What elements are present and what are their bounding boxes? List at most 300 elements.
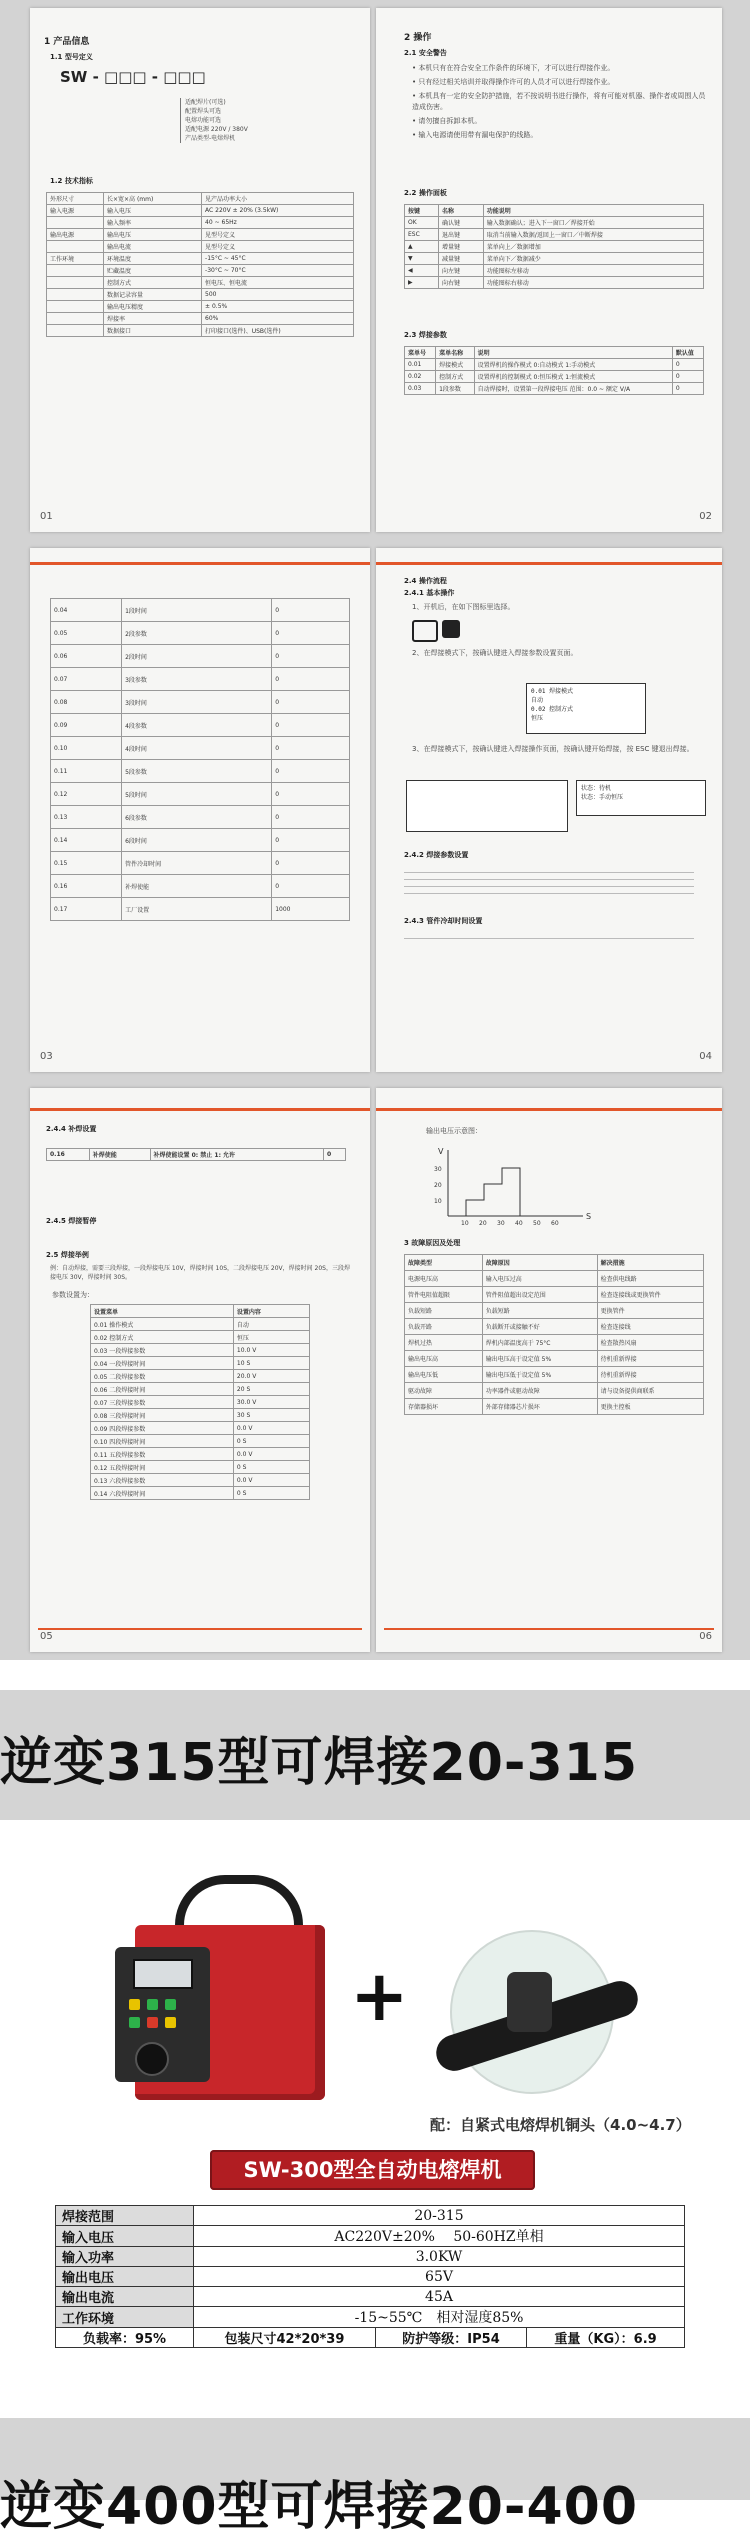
table-row (405, 1367, 704, 1383)
paragraph-lines (404, 866, 694, 900)
table-cell: 输入电压过高 (482, 1271, 597, 1287)
table-cell: 焊机过热 (405, 1335, 483, 1351)
table-cell: 自动焊接时，设置第一段焊接电压 范围：0.0 ~ 额定 V/A (474, 383, 672, 395)
table-cell (47, 241, 104, 253)
spec-value: 45A (194, 2287, 685, 2307)
table-row (47, 325, 354, 337)
table-cell: 长×宽×高 (mm) (104, 193, 202, 205)
red-rule-bottom (38, 1628, 362, 1630)
spec-pack-size: 包装尺寸42*20*39 (194, 2328, 376, 2348)
table-cell: 5段参数 (122, 760, 272, 783)
rework-heading: 2.4.4 补焊设置 (46, 1125, 97, 1133)
table-cell: 检查散热风扇 (597, 1335, 703, 1351)
table-cell: 40 ~ 65Hz (202, 217, 354, 229)
table-cell: 0.03 一段焊接参数 (91, 1344, 234, 1357)
table-row (47, 193, 354, 205)
panel-button (129, 1999, 140, 2010)
table-cell: 设置内容 (233, 1305, 309, 1318)
safety-heading: 2.1 安全警告 (404, 49, 447, 57)
menu-table (50, 598, 350, 921)
spec-row (56, 2226, 685, 2247)
table-cell: 菜单向下／数据减少 (483, 253, 703, 265)
spec-table-grid (55, 2205, 685, 2348)
table-cell: 0.0 V (233, 1422, 309, 1435)
table-cell: 0.05 (51, 622, 122, 645)
lcd-readout (406, 780, 568, 832)
model-banner-400 (0, 2418, 750, 2537)
table-cell: 0 (672, 383, 703, 395)
table-cell: 0 (272, 737, 350, 760)
table-cell: 默认值 (672, 347, 703, 359)
table-cell: 0.08 三段焊接时间 (91, 1409, 234, 1422)
table-cell: ▲ (405, 241, 439, 253)
spec-load-rate: 负载率：95% (56, 2328, 194, 2348)
spec-label: 输出电流 (56, 2287, 194, 2307)
table-cell: 0.02 (405, 371, 436, 383)
table-cell: 控制方式 (104, 277, 202, 289)
menu-display (526, 683, 646, 734)
manual-spread-1 (0, 0, 750, 540)
manual-page-03 (30, 548, 370, 1072)
spec-label: 输入电压 (56, 2226, 194, 2247)
table-cell: 更换主控板 (597, 1399, 703, 1415)
table-cell: 输出电压 (104, 229, 202, 241)
table-cell: 6段时间 (122, 829, 272, 852)
table-cell: 设置焊机的控制模式 0:恒压模式 1:恒流模式 (474, 371, 672, 383)
manual-page-05 (30, 1088, 370, 1652)
table-row (47, 241, 354, 253)
table-cell: 20 S (233, 1383, 309, 1396)
table-row (51, 760, 350, 783)
table-cell: 0.03 (405, 383, 436, 395)
table-cell: 输出电源 (47, 229, 104, 241)
spec-value: AC220V±20% 50-60HZ单相 (194, 2226, 685, 2247)
table-cell: 0.17 (51, 898, 122, 921)
table-row (51, 875, 350, 898)
table-cell: 0.06 二段焊接时间 (91, 1383, 234, 1396)
table-cell: 工厂设置 (122, 898, 272, 921)
table-cell: 0.16 (51, 875, 122, 898)
table-row (47, 217, 354, 229)
table-cell: 0 (272, 714, 350, 737)
table-cell: 待机重新焊接 (597, 1351, 703, 1367)
table-cell: OK (405, 217, 439, 229)
table-cell: 输出电压高 (405, 1351, 483, 1367)
table-cell: 0 (324, 1149, 346, 1161)
table-cell: 取消当前输入数据/返回上一窗口／中断焊接 (483, 229, 703, 241)
table-row (405, 1319, 704, 1335)
safety-list (412, 63, 708, 144)
table-cell: 功能图标右移动 (483, 277, 703, 289)
table-cell: 减量键 (439, 253, 484, 265)
spec-value: 3.0KW (194, 2247, 685, 2267)
accessory-caption: 配：自紧式电熔焊机铜头（4.0~4.7） (430, 2116, 691, 2134)
table-cell: 2段时间 (122, 645, 272, 668)
table-cell: 输出电流 (104, 241, 202, 253)
table-cell: 设置菜单 (91, 1305, 234, 1318)
voltage-graph (426, 1138, 596, 1228)
table-row (405, 1351, 704, 1367)
table-row (91, 1344, 310, 1357)
model-notes (180, 98, 360, 143)
table-cell: 0.01 操作模式 (91, 1318, 234, 1331)
table-row (405, 371, 704, 383)
table-cell: 工作环境 (47, 253, 104, 265)
table-cell: 增量键 (439, 241, 484, 253)
table-cell: 4段时间 (122, 737, 272, 760)
safety-item: • 本机只有在符合安全工作条件的环境下，才可以进行焊接作业。 (412, 64, 615, 72)
table-cell: 0.09 四段焊接参数 (91, 1422, 234, 1435)
table-cell: ◀ (405, 265, 439, 277)
table-cell: 补焊使能 (89, 1149, 150, 1161)
table-cell: 检查连接线或更换管件 (597, 1287, 703, 1303)
table-cell: 0 (672, 359, 703, 371)
red-rule (30, 1108, 370, 1111)
table-cell: 3段参数 (122, 668, 272, 691)
table-row (51, 668, 350, 691)
table-row (91, 1305, 310, 1318)
y-axis-label: V (438, 1147, 444, 1156)
table-cell: 输入数据确认；进入下一窗口／焊接开始 (483, 217, 703, 229)
page-number: 03 (40, 1051, 53, 1062)
table-cell: 5段时间 (122, 783, 272, 806)
table-cell: 负载开路 (405, 1319, 483, 1335)
spec-value: 20-315 (194, 2206, 685, 2226)
output-socket (135, 2042, 169, 2076)
table-cell: 更换管件 (597, 1303, 703, 1319)
table-cell: 解决措施 (597, 1255, 703, 1271)
spec-row-extra (56, 2328, 685, 2348)
table-row (47, 205, 354, 217)
spec-value: -15~55℃ 相对湿度85% (194, 2307, 685, 2328)
table-row (405, 1303, 704, 1319)
panel-table (404, 204, 704, 289)
table-row (91, 1422, 310, 1435)
faults-heading: 3 故障原因及处理 (404, 1239, 461, 1247)
example-text: 例：自动焊接，需要三段焊接，一段焊接电压 10V，焊接时间 10S，二段焊接电压 20V，焊接时间 20S，三段焊接电压 30V，焊接时间 30S。 (50, 1265, 350, 1281)
table-row (51, 852, 350, 875)
table-cell: 存储器损坏 (405, 1399, 483, 1415)
step-three: 3、在焊接模式下，按确认键进入焊接操作页面，按确认键开始焊接，按 ESC 键退出焊接。 (412, 745, 694, 753)
table-row (51, 737, 350, 760)
table-cell (47, 301, 104, 313)
model-banner-315 (0, 1690, 750, 1820)
cooling-heading: 2.4.3 管件冷却时间设置 (404, 917, 483, 925)
params-table (404, 346, 704, 395)
model-note: 产品类型-电熔焊机 (180, 134, 360, 143)
table-cell: 1段参数 (436, 383, 475, 395)
y-tick-label: 20 (434, 1182, 442, 1189)
x-tick-label: 40 (515, 1220, 523, 1227)
table-row (91, 1331, 310, 1344)
table-cell: 向右键 (439, 277, 484, 289)
model-heading: 1.1 型号定义 (50, 53, 93, 61)
model-code: SW - □□□ - □□□ (60, 68, 206, 86)
table-cell: 补焊使能 (122, 875, 272, 898)
menu-line: 自动 (531, 697, 544, 704)
table-row (405, 217, 704, 229)
table-cell: 菜单向上／数据增加 (483, 241, 703, 253)
product-image (0, 1830, 750, 2245)
manual-page-01 (30, 8, 370, 532)
table-cell: 焊接率 (104, 313, 202, 325)
table-row (51, 806, 350, 829)
table-row (51, 829, 350, 852)
panel-heading: 2.2 操作面板 (404, 189, 447, 197)
table-cell: 0.14 (51, 829, 122, 852)
table-cell: 3段时间 (122, 691, 272, 714)
graph-title: 输出电压示意图： (426, 1127, 482, 1135)
table-cell: 负载断开或接触不好 (482, 1319, 597, 1335)
table-cell (47, 277, 104, 289)
table-cell: 20.0 V (233, 1370, 309, 1383)
table-cell: 0 (272, 622, 350, 645)
table-cell: 1段时间 (122, 599, 272, 622)
table-cell: 0 (272, 691, 350, 714)
table-row (405, 359, 704, 371)
table-row (405, 1271, 704, 1287)
flow-heading: 2.4 操作流程 (404, 577, 447, 585)
table-cell: 0 S (233, 1461, 309, 1474)
status-line: 状态：手动恒压 (581, 794, 624, 801)
table-cell: ▼ (405, 253, 439, 265)
table-cell: 外形尺寸 (47, 193, 104, 205)
spec-row (56, 2206, 685, 2226)
table-row (405, 1287, 704, 1303)
table-cell: 0.14 六段焊接时间 (91, 1487, 234, 1500)
pause-heading: 2.4.5 焊接暂停 (46, 1217, 97, 1225)
table-cell: 0.07 (51, 668, 122, 691)
table-cell: 恒电压、恒电流 (202, 277, 354, 289)
table-cell: 请与设备提供商联系 (597, 1383, 703, 1399)
table-cell: 0 (272, 852, 350, 875)
table-cell: 检查供电线路 (597, 1271, 703, 1287)
table-cell: 控制方式 (436, 371, 475, 383)
table-cell: 输出电压高于设定值 5% (482, 1351, 597, 1367)
table-cell: 说明 (474, 347, 672, 359)
page-number: 04 (699, 1051, 712, 1062)
table-row (47, 301, 354, 313)
red-rule (376, 1108, 722, 1111)
table-row (405, 253, 704, 265)
model-tag: SW-300型全自动电熔焊机 (210, 2150, 535, 2190)
table-row (405, 1399, 704, 1415)
table-row (51, 622, 350, 645)
table-cell: 30.0 V (233, 1396, 309, 1409)
table-cell: 补焊使能设置 0: 禁止 1: 允许 (150, 1149, 324, 1161)
table-row (405, 1255, 704, 1271)
menu-line: 恒压 (531, 715, 544, 722)
table-cell: 500 (202, 289, 354, 301)
section-title: 1 产品信息 (44, 37, 90, 47)
table-cell: 功能说明 (483, 205, 703, 217)
table-cell: 管件阻值超出设定范围 (482, 1287, 597, 1303)
table-cell: 驱动故障 (405, 1383, 483, 1399)
table-row (47, 289, 354, 301)
table-row (91, 1448, 310, 1461)
manual-page-06 (376, 1088, 722, 1652)
table-cell: 0 S (233, 1487, 309, 1500)
table-row (47, 1149, 346, 1161)
table-cell: 0 (272, 599, 350, 622)
panel-button (147, 1999, 158, 2010)
table-cell: 0.12 五段焊接时间 (91, 1461, 234, 1474)
table-cell: 确认键 (439, 217, 484, 229)
tech-heading: 1.2 技术指标 (50, 177, 93, 185)
table-cell: ESC (405, 229, 439, 241)
x-tick-label: 50 (533, 1220, 541, 1227)
basic-heading: 2.4.1 基本操作 (404, 589, 455, 597)
spec-label: 工作环境 (56, 2307, 194, 2328)
table-cell: 0.02 控制方式 (91, 1331, 234, 1344)
table-cell: 10.0 V (233, 1344, 309, 1357)
page-number: 02 (699, 511, 712, 522)
table-row (405, 229, 704, 241)
paragraph-lines (404, 932, 694, 940)
y-tick-label: 30 (434, 1166, 442, 1173)
model-note: 配置焊头可选 (180, 107, 360, 116)
section-title: 2 操作 (404, 33, 432, 43)
table-cell (47, 313, 104, 325)
y-tick-label: 10 (434, 1198, 442, 1205)
table-cell: 0.06 (51, 645, 122, 668)
table-cell: 输入电压 (104, 205, 202, 217)
table-cell: 见型号定义 (202, 229, 354, 241)
spec-row (56, 2287, 685, 2307)
table-row (47, 265, 354, 277)
table-row (91, 1370, 310, 1383)
panel-button (165, 2017, 176, 2028)
table-cell: 0 (272, 806, 350, 829)
settings-title: 参数设置为： (52, 1291, 94, 1299)
table-row (91, 1396, 310, 1409)
table-cell: 0 (272, 668, 350, 691)
table-cell: 输出电压低 (405, 1367, 483, 1383)
table-cell: 菜单号 (405, 347, 436, 359)
table-row (91, 1487, 310, 1500)
table-cell: 管件电阻值超限 (405, 1287, 483, 1303)
table-cell: 0 S (233, 1435, 309, 1448)
table-cell: 环境温度 (104, 253, 202, 265)
table-cell: 0 (272, 783, 350, 806)
table-cell: 6段参数 (122, 806, 272, 829)
table-cell: 向左键 (439, 265, 484, 277)
table-cell: AC 220V ± 20% (3.5kW) (202, 205, 354, 217)
x-tick-label: 10 (461, 1220, 469, 1227)
table-cell: -15°C ~ 45°C (202, 253, 354, 265)
table-row (91, 1357, 310, 1370)
table-cell: 名称 (439, 205, 484, 217)
table-cell: 管件冷却时间 (122, 852, 272, 875)
banner-title: 逆变315型可焊接20-315 (0, 1733, 639, 1793)
table-row (405, 277, 704, 289)
table-row (91, 1435, 310, 1448)
menu-line: 0.02 控制方式 (531, 706, 574, 713)
table-cell: 贮藏温度 (104, 265, 202, 277)
spec-value: 65V (194, 2267, 685, 2287)
spec-table (55, 2205, 685, 2400)
table-row (91, 1409, 310, 1422)
params-set-heading: 2.4.2 焊接参数设置 (404, 851, 469, 859)
table-cell: 0.13 (51, 806, 122, 829)
x-tick-label: 20 (479, 1220, 487, 1227)
table-cell: 负载短路 (405, 1303, 483, 1319)
fault-table (404, 1254, 704, 1415)
table-cell: 0.05 二段焊接参数 (91, 1370, 234, 1383)
table-row (51, 783, 350, 806)
table-cell: 0.15 (51, 852, 122, 875)
red-rule-bottom (384, 1628, 714, 1630)
table-row (47, 253, 354, 265)
fitting-image (450, 1930, 614, 2094)
table-row (47, 277, 354, 289)
play-icon (442, 620, 460, 638)
table-cell: 30 S (233, 1409, 309, 1422)
table-cell: 0.11 (51, 760, 122, 783)
page-number: 01 (40, 511, 53, 522)
table-cell: 0 (672, 371, 703, 383)
table-cell: 60% (202, 313, 354, 325)
table-cell: 恒压 (233, 1331, 309, 1344)
wrench-icon (412, 620, 438, 642)
spec-label: 输出电压 (56, 2267, 194, 2287)
table-row (51, 691, 350, 714)
lcd-screen (133, 1959, 193, 1989)
table-cell: 输出电压低于设定值 5% (482, 1367, 597, 1383)
table-cell: 菜单名称 (436, 347, 475, 359)
table-cell (47, 325, 104, 337)
spec-label: 输入功率 (56, 2247, 194, 2267)
table-cell (47, 265, 104, 277)
table-row (405, 1383, 704, 1399)
spec-label: 焊接范围 (56, 2206, 194, 2226)
spec-protection: 防护等级：IP54 (375, 2328, 526, 2348)
table-cell: 功率器件或驱动故障 (482, 1383, 597, 1399)
menu-line: 0.01 焊接模式 (531, 688, 574, 695)
table-cell: 故障原因 (482, 1255, 597, 1271)
table-row (91, 1461, 310, 1474)
table-cell: 待机重新焊接 (597, 1367, 703, 1383)
table-cell: 输入电源 (47, 205, 104, 217)
settings-table (90, 1304, 310, 1500)
table-cell: 数据记录容量 (104, 289, 202, 301)
table-cell: 0 (272, 645, 350, 668)
table-cell: 检查连接线 (597, 1319, 703, 1335)
example-heading: 2.5 焊接举例 (46, 1251, 89, 1259)
voltage-steps (466, 1168, 520, 1216)
table-cell: 自动 (233, 1318, 309, 1331)
safety-item: • 本机具有一定的安全防护措施，若不按说明书进行操作，将有可能对机器、操作者或周围人员造成伤害。 (412, 92, 706, 111)
table-cell: 数据接口 (104, 325, 202, 337)
table-cell: 焊机内部温度高于 75°C (482, 1335, 597, 1351)
page-number: 06 (699, 1631, 712, 1642)
table-row (47, 229, 354, 241)
plus-sign: + (350, 1955, 409, 2037)
table-cell: 电源电压高 (405, 1271, 483, 1287)
params-heading: 2.3 焊接参数 (404, 331, 447, 339)
table-cell: 输入频率 (104, 217, 202, 229)
panel-button (129, 2017, 140, 2028)
status-display (576, 780, 706, 816)
red-rule (376, 562, 722, 565)
table-row (51, 898, 350, 921)
red-rule (30, 562, 370, 565)
status-line: 状态：待机 (581, 785, 612, 792)
table-cell: 2段参数 (122, 622, 272, 645)
manual-page-04 (376, 548, 722, 1072)
page-number: 05 (40, 1631, 53, 1642)
step-one: 1、开机后，在如下图标里选择。 (412, 603, 515, 611)
